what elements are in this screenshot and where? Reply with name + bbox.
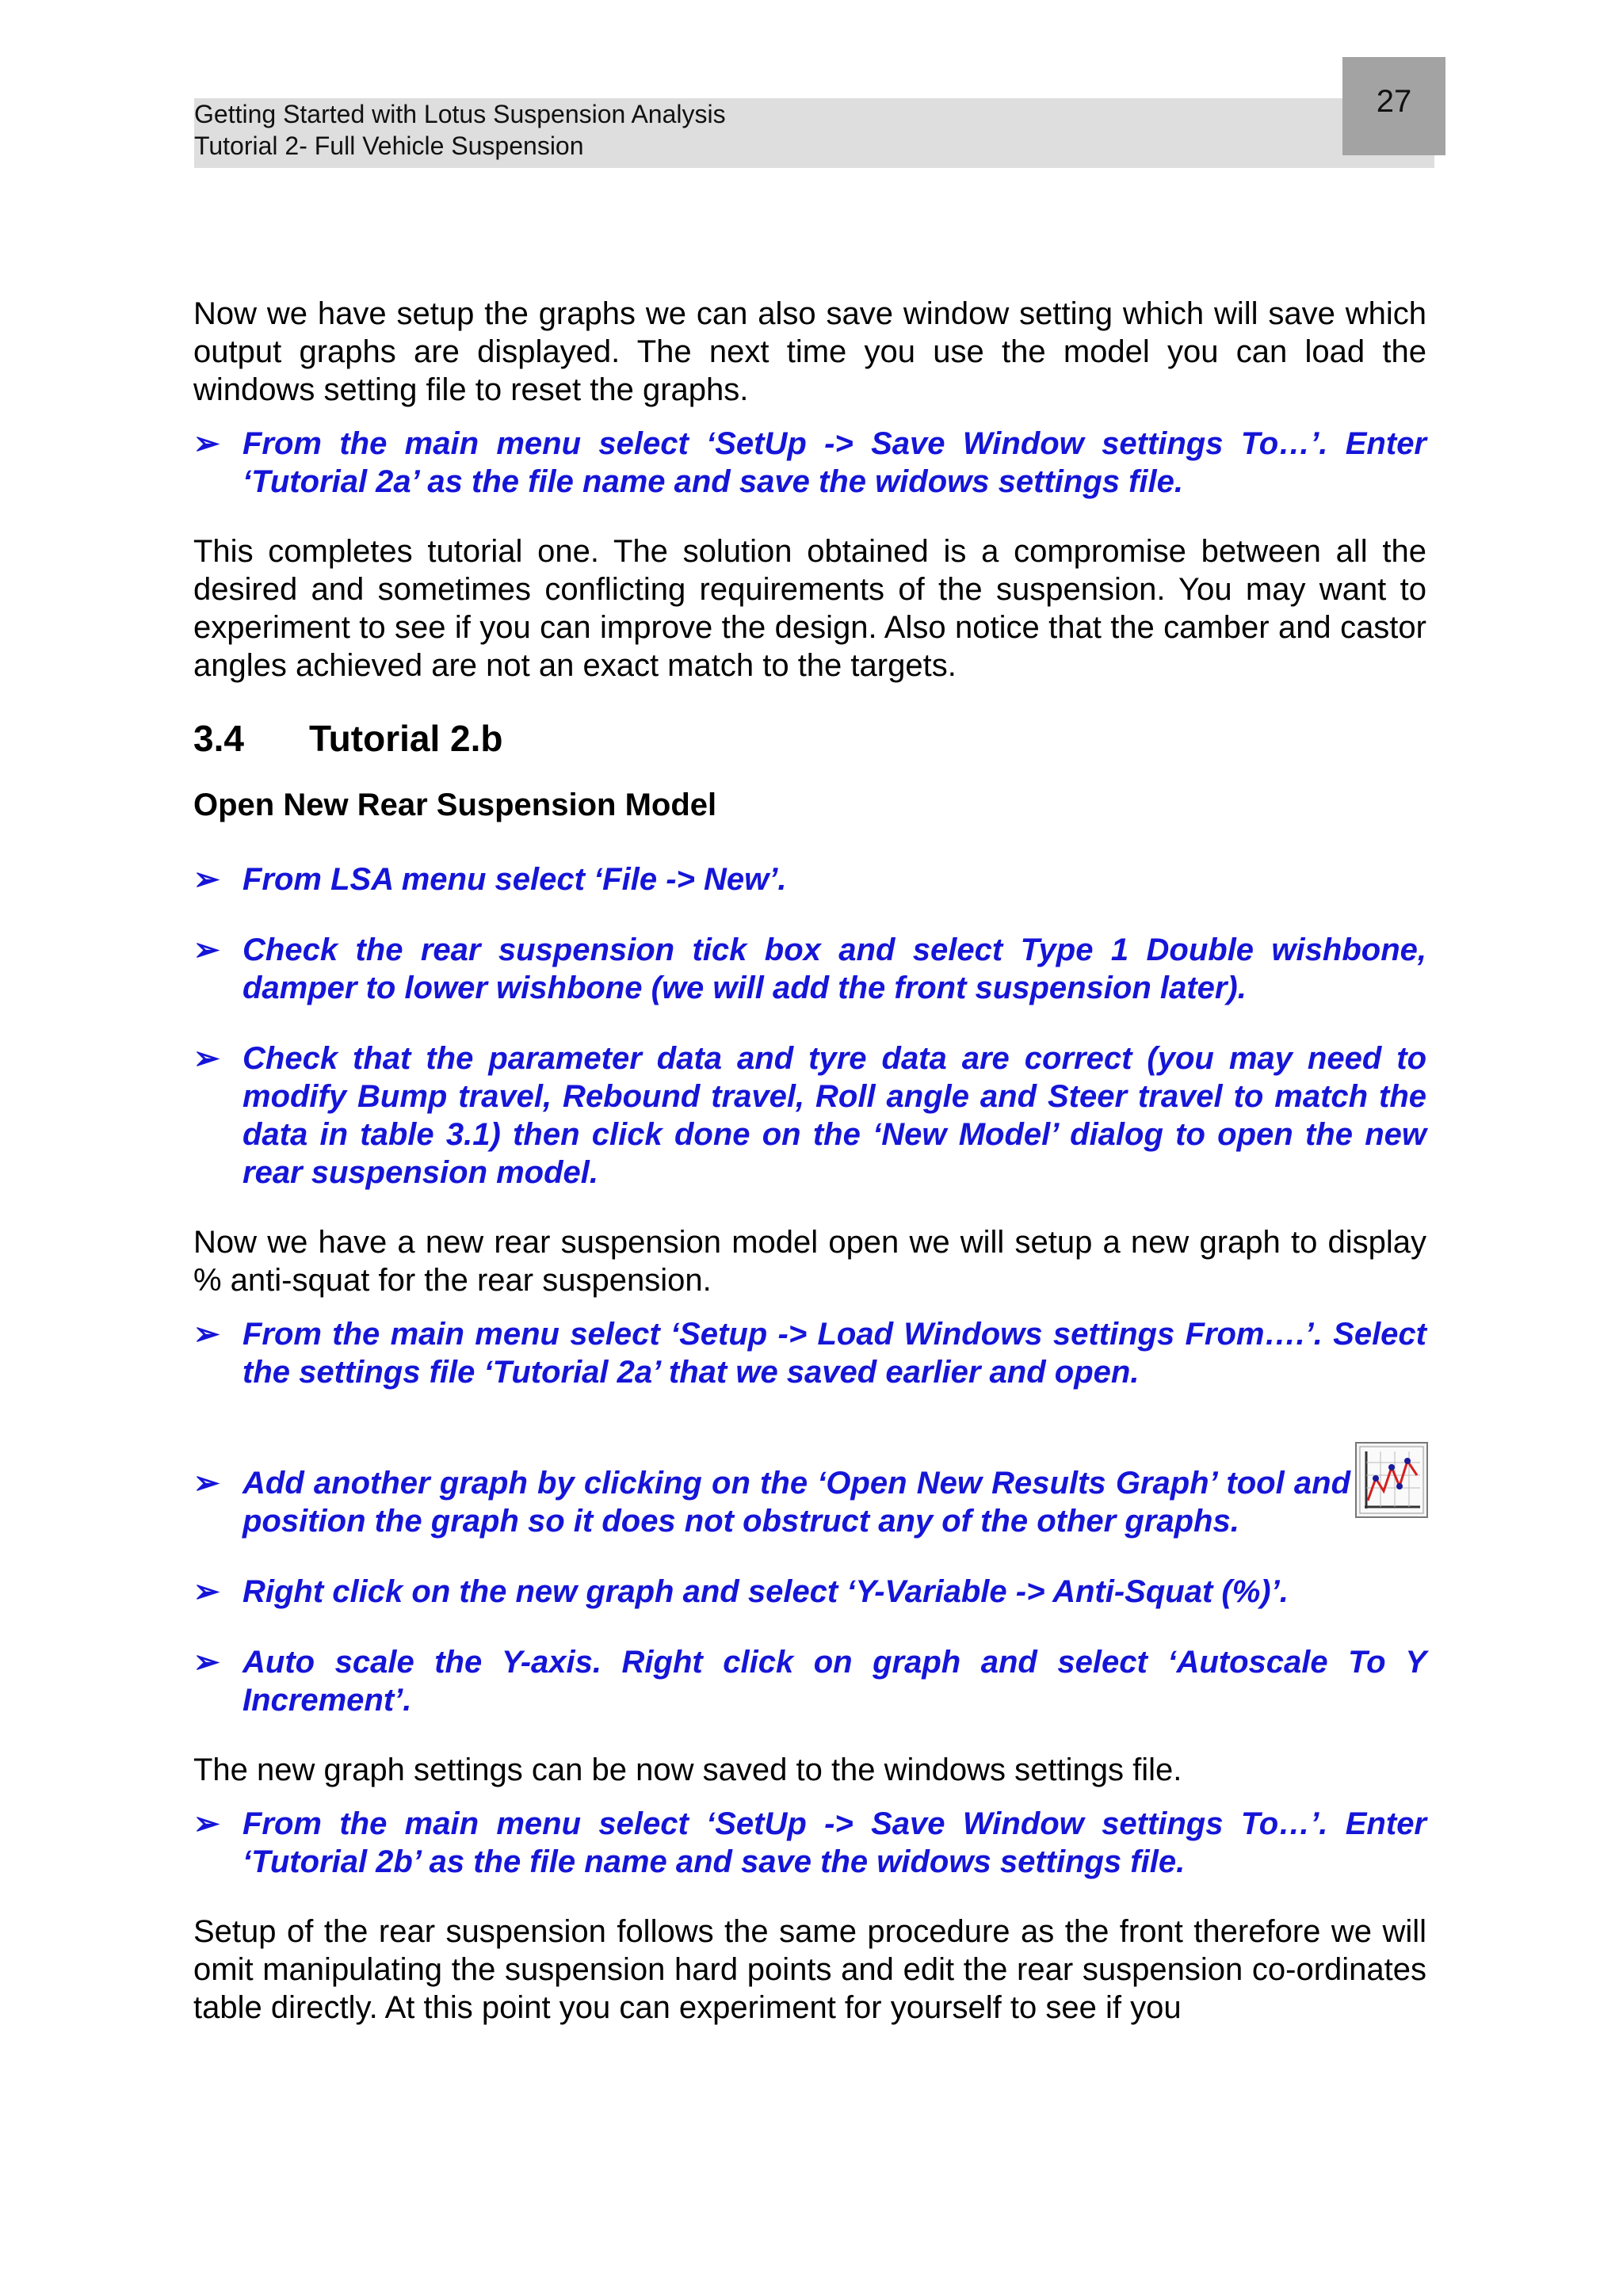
running-header bbox=[194, 98, 726, 162]
instruction-step bbox=[193, 1573, 1426, 1611]
instruction-step bbox=[193, 1039, 1426, 1192]
instruction-text: From the main menu select ‘SetUp -> Save Window settings To…’. Enter ‘Tutorial 2b’ as the file name and save the widows settings file. bbox=[242, 1806, 1426, 1879]
arrow-bullet-icon: ➢ bbox=[193, 1466, 220, 1501]
subheading: Open New Rear Suspension Model bbox=[193, 788, 717, 822]
section-number: 3.4 bbox=[193, 718, 244, 759]
arrow-bullet-icon: ➢ bbox=[193, 1645, 220, 1680]
results-graph-tool-icon bbox=[1355, 1442, 1428, 1518]
page-content bbox=[193, 295, 1426, 2027]
instruction-text: Right click on the new graph and select ‘Y-Variable -> Anti-Squat (%)’. bbox=[242, 1574, 1289, 1609]
arrow-bullet-icon: ➢ bbox=[193, 1041, 220, 1076]
instruction-text: From LSA menu select ‘File -> New’. bbox=[242, 862, 787, 897]
arrow-bullet-icon: ➢ bbox=[193, 1317, 220, 1352]
instruction-step bbox=[193, 860, 1426, 898]
instruction-text: From the main menu select ‘Setup -> Load Windows settings From….’. Select the settings file ‘Tutorial 2a’ that we saved earlier and open. bbox=[242, 1317, 1426, 1390]
instruction-step bbox=[193, 425, 1426, 501]
paragraph: Now we have a new rear suspension model open we will setup a new graph to display % anti-squat for the rear suspension. bbox=[193, 1225, 1426, 1298]
page-number-box bbox=[1342, 57, 1445, 155]
header-line-2: Tutorial 2- Full Vehicle Suspension bbox=[194, 132, 584, 160]
header-line-1: Getting Started with Lotus Suspension Analysis bbox=[194, 100, 726, 128]
instruction-step bbox=[193, 1464, 1426, 1540]
paragraph: Now we have setup the graphs we can also save window setting which will save which output graphs are displayed. The next time you use the model you can load the windows setting file to reset the graphs. bbox=[193, 296, 1426, 407]
paragraph: Setup of the rear suspension follows the same procedure as the front therefore we will omit manipulating the suspension hard points and edit the rear suspension co-ordinates table directly. At this point you can experiment for yourself to see if you bbox=[193, 1914, 1426, 2025]
instruction-text: From the main menu select ‘SetUp -> Save Window settings To…’. Enter ‘Tutorial 2a’ as the file name and save the widows settings file. bbox=[242, 426, 1426, 499]
instruction-step bbox=[193, 931, 1426, 1007]
page-number: 27 bbox=[1376, 84, 1412, 119]
paragraph: The new graph settings can be now saved to the windows settings file. bbox=[193, 1753, 1182, 1787]
instruction-text: Check the rear suspension tick box and select Type 1 Double wishbone, damper to lower wishbone (we will add the front suspension later). bbox=[242, 933, 1426, 1005]
instruction-step bbox=[193, 1805, 1426, 1881]
paragraph: This completes tutorial one. The solution obtained is a compromise between all the desired and sometimes conflicting requirements of the suspension. You may want to experiment to see if you can improve the design. Also notice that the camber and castor angles achieved are not an exact match to the targets. bbox=[193, 534, 1426, 683]
arrow-bullet-icon: ➢ bbox=[193, 426, 220, 461]
instruction-step bbox=[193, 1315, 1426, 1391]
arrow-bullet-icon: ➢ bbox=[193, 1806, 220, 1841]
arrow-bullet-icon: ➢ bbox=[193, 933, 220, 967]
section-title: Tutorial 2.b bbox=[309, 718, 503, 759]
instruction-step bbox=[193, 1643, 1426, 1719]
arrow-bullet-icon: ➢ bbox=[193, 1574, 220, 1609]
instruction-text: Auto scale the Y-axis. Right click on graph and select ‘Autoscale To Y Increment’. bbox=[242, 1645, 1426, 1718]
instruction-text: Add another graph by clicking on the ‘Open New Results Graph’ tool and position the graph so it does not obstruct any of the other graphs. bbox=[242, 1466, 1350, 1539]
section-heading bbox=[193, 716, 1426, 761]
instruction-text: Check that the parameter data and tyre data are correct (you may need to modify Bump travel, Rebound travel, Roll angle and Steer travel to match the data in table 3.1) then click done on the ‘New Model’ dialog to open the new rear suspension model. bbox=[242, 1041, 1426, 1190]
arrow-bullet-icon: ➢ bbox=[193, 862, 220, 897]
